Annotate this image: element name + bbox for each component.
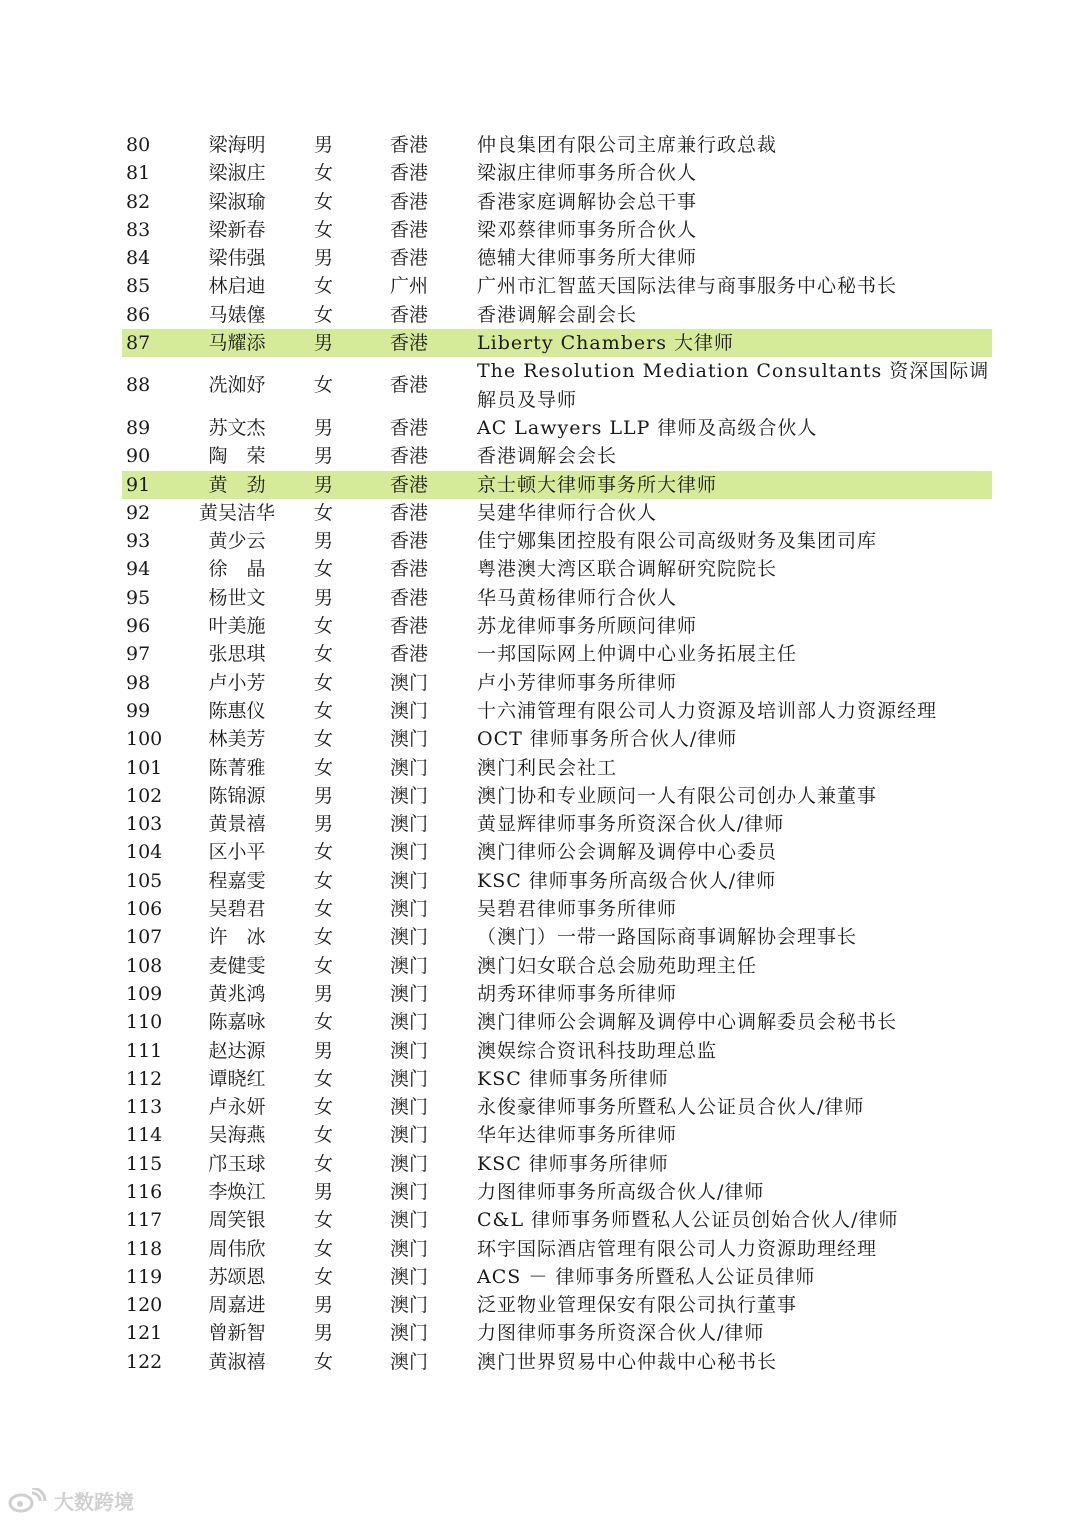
person-region: 澳门: [390, 898, 429, 921]
table-row: [122, 216, 992, 244]
row-number: 113: [126, 1096, 163, 1119]
person-gender: 男: [314, 473, 334, 496]
person-name: 许 冰: [208, 926, 266, 949]
row-number: 95: [126, 586, 151, 609]
table-row: [122, 1065, 992, 1093]
person-name: 林启迪: [208, 275, 266, 298]
person-region: 澳门: [390, 756, 429, 779]
person-organization: 京士顿大律师事务所大律师: [477, 473, 718, 496]
person-organization: 香港调解会副会长: [477, 303, 638, 326]
person-organization: 永俊豪律师事务所暨私人公证员合伙人/律师: [477, 1096, 865, 1119]
person-organization: 香港调解会会长: [477, 445, 618, 468]
person-gender: 女: [314, 898, 334, 921]
table-row: [122, 1206, 992, 1234]
row-number: 94: [126, 558, 151, 581]
person-name: 邝玉球: [208, 1152, 266, 1175]
row-number: 121: [126, 1322, 163, 1345]
person-name: 吴碧君: [208, 898, 266, 921]
person-region: 澳门: [390, 841, 429, 864]
table-row: [122, 952, 992, 980]
person-organization: 梁邓蔡律师事务所合伙人: [477, 218, 698, 241]
table-row: [122, 1263, 992, 1291]
person-gender: 男: [314, 784, 334, 807]
table-row: [122, 1235, 992, 1263]
person-region: 澳门: [390, 1011, 429, 1034]
person-organization: 澳门协和专业顾问一人有限公司创办人兼董事: [477, 784, 878, 807]
person-name: 梁伟强: [208, 247, 266, 270]
person-name: 周笑银: [208, 1209, 266, 1232]
person-organization: 华马黄杨律师行合伙人: [477, 586, 678, 609]
row-number: 85: [126, 275, 151, 298]
person-name: 林美芳: [208, 728, 266, 751]
person-gender: 女: [314, 841, 334, 864]
person-organization: 澳门律师公会调解及调停中心调解委员会秘书长: [477, 1011, 898, 1034]
row-number: 109: [126, 982, 163, 1005]
row-number: 118: [126, 1237, 163, 1260]
table-row: [122, 1150, 992, 1178]
table-row: [122, 301, 992, 329]
person-organization: AC Lawyers LLP 律师及高级合伙人: [477, 416, 818, 439]
person-region: 澳门: [390, 1294, 429, 1317]
row-number: 116: [126, 1180, 163, 1203]
row-number: 92: [126, 501, 151, 524]
row-number: 111: [126, 1039, 163, 1062]
person-name: 陈嘉咏: [208, 1011, 266, 1034]
table-row: [122, 810, 992, 838]
row-number: 91: [126, 473, 151, 496]
table-row: [122, 1093, 992, 1121]
person-organization: 澳门律师公会调解及调停中心委员: [477, 841, 778, 864]
person-gender: 男: [314, 813, 334, 836]
person-name: 梁淑瑜: [208, 190, 266, 213]
person-name: 黄淑禧: [208, 1350, 266, 1373]
person-name: 黄兆鸿: [208, 982, 266, 1005]
person-name: 马婊僿: [208, 303, 266, 326]
row-number: 89: [126, 416, 151, 439]
person-name: 黄 劲: [208, 473, 266, 496]
person-region: 香港: [390, 247, 429, 270]
person-region: 香港: [390, 501, 429, 524]
person-region: 澳门: [390, 813, 429, 836]
row-number: 100: [126, 728, 163, 751]
row-number: 97: [126, 643, 151, 666]
table-row: [122, 669, 992, 697]
person-gender: 男: [314, 445, 334, 468]
table-row: [122, 499, 992, 527]
person-organization: 苏龙律师事务所顾问律师: [477, 615, 698, 638]
person-region: 澳门: [390, 1350, 429, 1373]
person-region: 澳门: [390, 1265, 429, 1288]
person-organization: C&L 律师事务师暨私人公证员创始合伙人/律师: [477, 1209, 899, 1232]
person-region: 澳门: [390, 926, 429, 949]
row-number: 93: [126, 530, 151, 553]
person-organization: 胡秀环律师事务所律师: [477, 982, 678, 1005]
person-region: 香港: [390, 134, 429, 156]
person-organization: 佳宁娜集团控股有限公司高级财务及集团司库: [477, 530, 878, 553]
table-row: [122, 1178, 992, 1206]
row-number: 114: [126, 1124, 163, 1147]
person-region: 澳门: [390, 1322, 429, 1345]
person-organization: 华年达律师事务所律师: [477, 1124, 678, 1147]
person-gender: 男: [314, 1322, 334, 1345]
person-organization: （澳门）一带一路国际商事调解协会理事长: [477, 926, 858, 949]
person-name: 叶美施: [208, 615, 266, 638]
person-organization: ACS － 律师事务所暨私人公证员律师: [477, 1265, 816, 1288]
person-organization: 仲良集团有限公司主席兼行政总裁: [477, 134, 778, 156]
person-gender: 女: [314, 1237, 334, 1260]
person-name: 曾新智: [208, 1322, 266, 1345]
person-gender: 男: [314, 1039, 334, 1062]
table-row: [122, 895, 992, 923]
person-organization: 吴碧君律师事务所律师: [477, 898, 678, 921]
person-gender: 女: [314, 1152, 334, 1175]
person-organization: KSC 律师事务所律师: [477, 1152, 669, 1175]
row-number: 107: [126, 926, 163, 949]
table-row: [122, 923, 992, 951]
row-number: 115: [126, 1152, 163, 1175]
person-gender: 女: [314, 1011, 334, 1034]
person-organization: 卢小芳律师事务所律师: [477, 671, 678, 694]
person-gender: 女: [314, 1265, 334, 1288]
table-row: [122, 1008, 992, 1036]
weibo-logo-icon: [8, 1488, 48, 1514]
person-region: 澳门: [390, 728, 429, 751]
person-organization: 一邦国际网上仲调中心业务拓展主任: [477, 643, 798, 666]
person-name: 区小平: [208, 841, 266, 864]
row-number: 90: [126, 445, 151, 468]
person-organization: 澳门世界贸易中心仲裁中心秘书长: [477, 1350, 778, 1373]
person-gender: 男: [314, 1294, 334, 1317]
table-row: [122, 725, 992, 753]
mediator-table: [122, 131, 992, 1376]
person-gender: 女: [314, 374, 334, 397]
person-region: 澳门: [390, 1237, 429, 1260]
person-gender: 女: [314, 643, 334, 666]
person-name: 卢小芳: [208, 671, 266, 694]
person-organization: 环宇国际酒店管理有限公司人力资源助理经理: [477, 1237, 878, 1260]
table-row: [122, 442, 992, 470]
table-row: [122, 697, 992, 725]
person-gender: 男: [314, 982, 334, 1005]
table-row: [122, 867, 992, 895]
table-row: [122, 244, 992, 272]
person-name: 陈菁雅: [208, 756, 266, 779]
person-name: 张思琪: [208, 643, 266, 666]
person-region: 澳门: [390, 1067, 429, 1090]
table-row: [122, 272, 992, 300]
person-gender: 男: [314, 332, 334, 355]
person-gender: 男: [314, 1180, 334, 1203]
person-region: 广州: [390, 275, 429, 298]
person-region: 香港: [390, 445, 429, 468]
row-number: 112: [126, 1067, 163, 1090]
person-region: 澳门: [390, 1096, 429, 1119]
person-gender: 女: [314, 558, 334, 581]
person-gender: 女: [314, 671, 334, 694]
person-organization: 香港家庭调解协会总干事: [477, 190, 698, 213]
row-number: 86: [126, 303, 151, 326]
row-number: 117: [126, 1209, 163, 1232]
person-name: 李焕江: [208, 1180, 266, 1203]
table-row: [122, 471, 992, 499]
row-number: 87: [126, 332, 151, 355]
person-organization: 澳门利民会社工: [477, 756, 618, 779]
person-region: 澳门: [390, 1124, 429, 1147]
person-name: 黄景禧: [208, 813, 266, 836]
table-row: [122, 159, 992, 187]
person-organization: 梁淑庄律师事务所合伙人: [477, 162, 698, 185]
person-gender: 女: [314, 218, 334, 241]
person-region: 澳门: [390, 1180, 429, 1203]
person-name: 程嘉雯: [208, 869, 266, 892]
person-gender: 女: [314, 756, 334, 779]
row-number: 105: [126, 869, 163, 892]
person-gender: 男: [314, 530, 334, 553]
person-name: 梁新春: [208, 218, 266, 241]
person-name: 梁海明: [208, 134, 266, 156]
person-region: 香港: [390, 332, 429, 355]
person-gender: 女: [314, 954, 334, 977]
person-name: 麦健雯: [208, 954, 266, 977]
person-organization: 澳娱综合资讯科技助理总监: [477, 1039, 718, 1062]
person-region: 香港: [390, 218, 429, 241]
person-region: 澳门: [390, 1209, 429, 1232]
person-region: 香港: [390, 303, 429, 326]
person-gender: 女: [314, 501, 334, 524]
person-gender: 女: [314, 1096, 334, 1119]
row-number: 108: [126, 954, 163, 977]
person-region: 香港: [390, 190, 429, 213]
row-number: 102: [126, 784, 163, 807]
person-gender: 男: [314, 586, 334, 609]
row-number: 80: [126, 134, 151, 156]
person-gender: 男: [314, 247, 334, 270]
row-number: 120: [126, 1294, 163, 1317]
person-region: 香港: [390, 615, 429, 638]
person-region: 澳门: [390, 869, 429, 892]
person-gender: 女: [314, 615, 334, 638]
person-region: 香港: [390, 473, 429, 496]
row-number: 84: [126, 247, 151, 270]
person-region: 澳门: [390, 784, 429, 807]
table-row: [122, 612, 992, 640]
person-name: 赵达源: [208, 1039, 266, 1062]
person-gender: 女: [314, 869, 334, 892]
person-region: 澳门: [390, 671, 429, 694]
row-number: 99: [126, 699, 151, 722]
person-region: 澳门: [390, 1152, 429, 1175]
person-name: 马耀添: [208, 332, 266, 355]
table-row: [122, 1291, 992, 1319]
table-row: [122, 131, 992, 159]
person-organization: Liberty Chambers 大律师: [477, 332, 734, 355]
person-region: 澳门: [390, 954, 429, 977]
person-gender: 男: [314, 416, 334, 439]
person-organization: 泛亚物业管理保安有限公司执行董事: [477, 1294, 798, 1317]
person-region: 香港: [390, 558, 429, 581]
person-region: 澳门: [390, 699, 429, 722]
row-number: 96: [126, 615, 151, 638]
person-organization: 力图律师事务所高级合伙人/律师: [477, 1180, 765, 1203]
person-name: 陶 荣: [208, 445, 266, 468]
row-number: 119: [126, 1265, 163, 1288]
person-name: 吴海燕: [208, 1124, 266, 1147]
person-gender: 女: [314, 699, 334, 722]
person-gender: 女: [314, 162, 334, 185]
person-region: 香港: [390, 643, 429, 666]
person-region: 香港: [390, 162, 429, 185]
person-gender: 女: [314, 1350, 334, 1373]
table-row: [122, 329, 992, 357]
table-row: [122, 1121, 992, 1149]
table-row: [122, 1348, 992, 1376]
table-row: [122, 782, 992, 810]
person-organization: 德辅大律师事务所大律师: [477, 247, 698, 270]
person-organization: 粤港澳大湾区联合调解研究院院长: [477, 558, 778, 581]
row-number: 101: [126, 756, 163, 779]
table-row: [122, 527, 992, 555]
person-organization: KSC 律师事务所律师: [477, 1067, 669, 1090]
person-gender: 男: [314, 134, 334, 156]
person-region: 香港: [390, 374, 429, 397]
watermark-text: 大数跨境: [54, 1490, 134, 1514]
person-name: 周嘉进: [208, 1294, 266, 1317]
person-name: 黄吴洁华: [198, 501, 275, 524]
person-gender: 女: [314, 1124, 334, 1147]
person-name: 卢永妍: [208, 1096, 266, 1119]
person-organization: 黄显辉律师事务所资深合伙人/律师: [477, 813, 785, 836]
person-region: 澳门: [390, 982, 429, 1005]
row-number: 106: [126, 898, 163, 921]
person-name: 周伟欣: [208, 1237, 266, 1260]
person-organization: 吴建华律师行合伙人: [477, 501, 658, 524]
person-gender: 女: [314, 303, 334, 326]
person-organization: KSC 律师事务所高级合伙人/律师: [477, 869, 777, 892]
table-row: [122, 555, 992, 583]
row-number: 103: [126, 813, 163, 836]
watermark: [8, 1486, 134, 1515]
person-organization: The Resolution Mediation Consultants 资深国际调解员及导师: [477, 360, 990, 411]
person-organization: 十六浦管理有限公司人力资源及培训部人力资源经理: [477, 699, 938, 722]
person-name: 徐 晶: [208, 558, 266, 581]
table-row: [122, 1319, 992, 1347]
table-row: [122, 188, 992, 216]
table-row: [122, 838, 992, 866]
person-gender: 女: [314, 1067, 334, 1090]
person-region: 澳门: [390, 1039, 429, 1062]
table-row: [122, 1037, 992, 1065]
person-organization: OCT 律师事务所合伙人/律师: [477, 728, 738, 751]
person-name: 杨世文: [208, 586, 266, 609]
table-row: [122, 980, 992, 1008]
person-region: 香港: [390, 530, 429, 553]
person-gender: 女: [314, 728, 334, 751]
table-row: [122, 640, 992, 668]
person-name: 谭晓红: [208, 1067, 266, 1090]
row-number: 82: [126, 190, 151, 213]
row-number: 83: [126, 218, 151, 241]
person-name: 苏颂恩: [208, 1265, 266, 1288]
person-gender: 女: [314, 275, 334, 298]
person-organization: 广州市汇智蓝天国际法律与商事服务中心秘书长: [477, 275, 898, 298]
person-organization: 澳门妇女联合总会励苑助理主任: [477, 954, 758, 977]
person-region: 香港: [390, 416, 429, 439]
person-organization: 力图律师事务所资深合伙人/律师: [477, 1322, 765, 1345]
person-name: 黄少云: [208, 530, 266, 553]
person-name: 梁淑庄: [208, 162, 266, 185]
row-number: 110: [126, 1011, 163, 1034]
row-number: 122: [126, 1350, 163, 1373]
person-name: 陈锦源: [208, 784, 266, 807]
person-gender: 女: [314, 1209, 334, 1232]
person-gender: 女: [314, 926, 334, 949]
row-number: 81: [126, 162, 151, 185]
row-number: 88: [126, 374, 151, 397]
person-name: 冼洳妤: [208, 374, 266, 397]
row-number: 104: [126, 841, 163, 864]
person-region: 香港: [390, 586, 429, 609]
person-name: 苏文杰: [208, 416, 266, 439]
table-row: [122, 357, 992, 414]
table-row: [122, 414, 992, 442]
person-name: 陈惠仪: [208, 699, 266, 722]
table-row: [122, 754, 992, 782]
person-gender: 女: [314, 190, 334, 213]
row-number: 98: [126, 671, 151, 694]
table-row: [122, 584, 992, 612]
